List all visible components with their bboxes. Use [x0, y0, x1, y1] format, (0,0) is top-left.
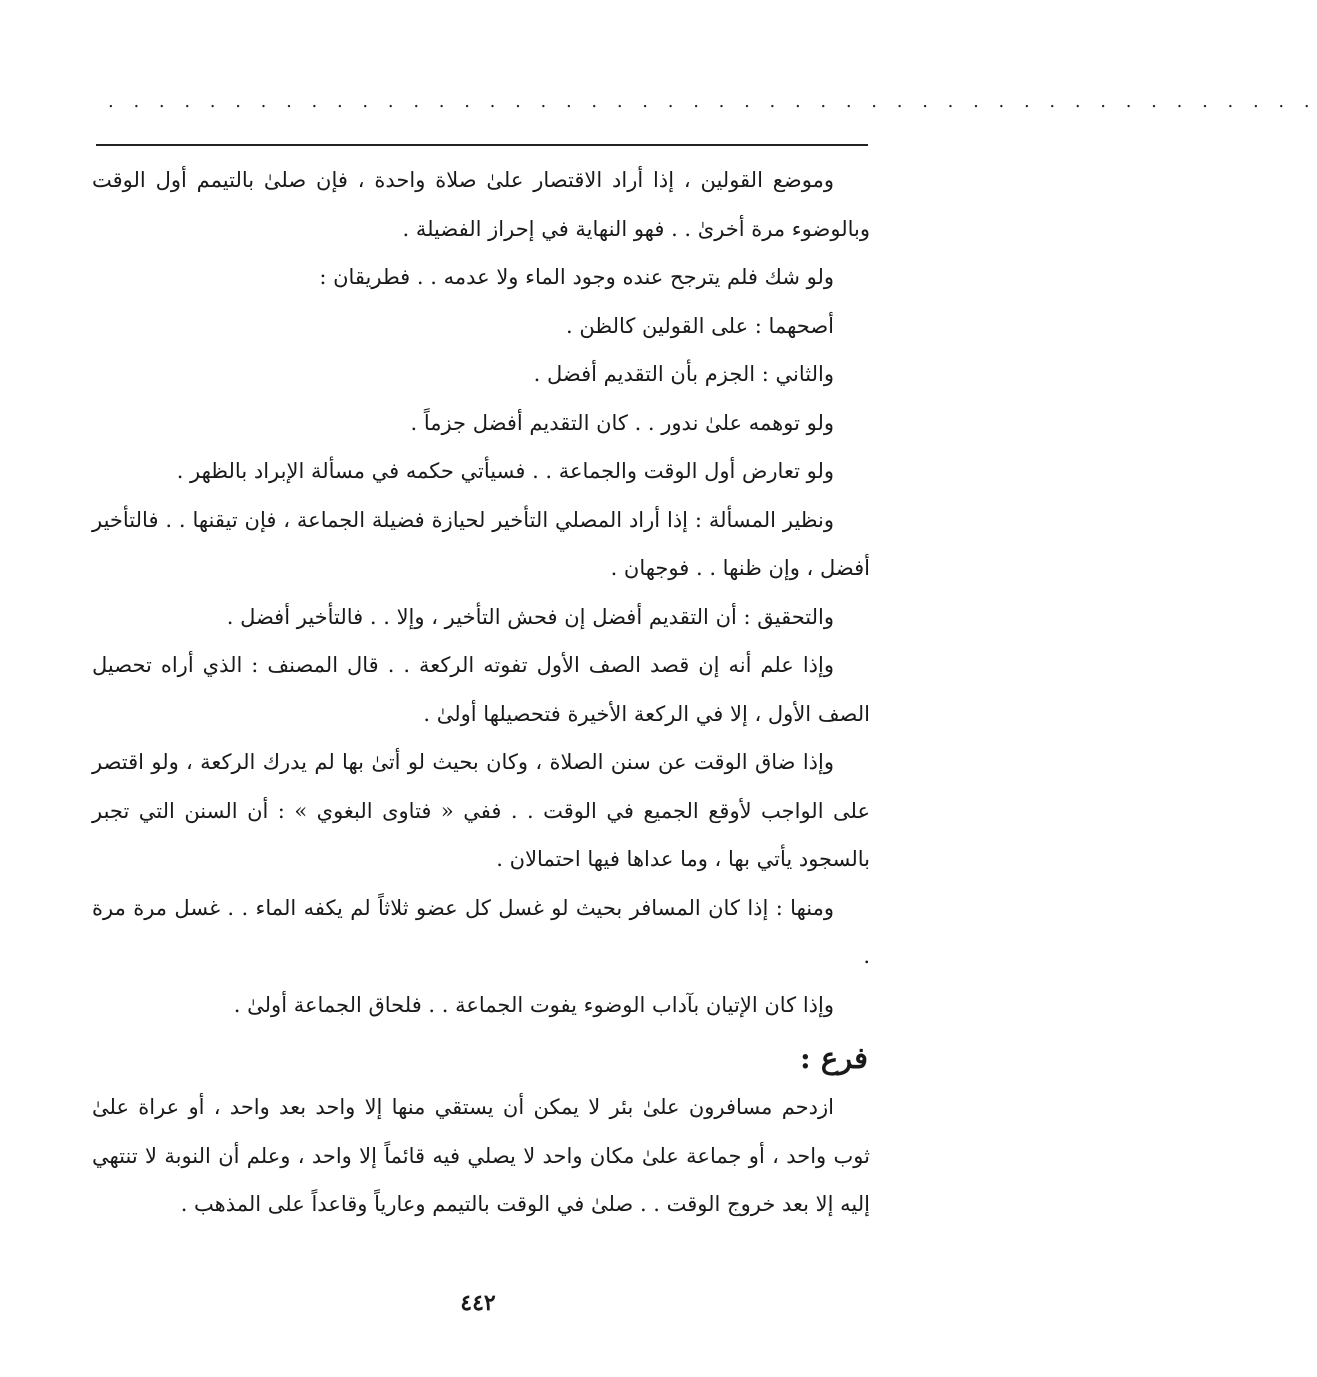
paragraph: وموضع القولين ، إذا أراد الاقتصار علىٰ صلاة واحدة ، فإن صلىٰ بالتيمم أول الوقت وبالوضوء مرة أخرىٰ . . فهو النهاية في إحراز الفضيلة . — [92, 168, 870, 241]
section-heading: فرع : — [800, 1041, 868, 1075]
header-dotted-line: . . . . . . . . . . . . . . . . . . . . . . . . . . . . . . . . . . . . . . . . . . . . . . . . — [108, 91, 1317, 112]
paragraph: ونظير المسألة : إذا أراد المصلي التأخير لحيازة فضيلة الجماعة ، فإن تيقنها . . فالتأخير أفضل ، وإن ظنها . . فوجهان . — [92, 507, 870, 580]
paragraph: أصحهما : على القولين كالظن . — [566, 313, 834, 338]
paragraph: وإذا علم أنه إن قصد الصف الأول تفوته الركعة . . قال المصنف : الذي أراه تحصيل الصف الأول ، إلا في الركعة الأخيرة فتحصيلها أولىٰ . — [92, 653, 870, 726]
paragraph: وإذا ضاق الوقت عن سنن الصلاة ، وكان بحيث لو أتىٰ بها لم يدرك الركعة ، ولو اقتصر على الواجب لأوقع الجميع في الوقت . . ففي « فتاوى البغوي » : أن السنن التي تجبر بالسجود يأتي بها ، وما عداها فيها احتمالان . — [92, 750, 870, 871]
paragraph: ولو توهمه علىٰ ندور . . كان التقديم أفضل جزماً . — [410, 410, 834, 435]
main-text — [92, 156, 870, 1029]
header-rule — [96, 144, 868, 146]
paragraph: والتحقيق : أن التقديم أفضل إن فحش التأخير ، وإلا . . فالتأخير أفضل . — [226, 604, 834, 629]
paragraph: ومنها : إذا كان المسافر بحيث لو غسل كل عضو ثلاثاً لم يكفه الماء . . غسل مرة مرة . — [92, 895, 870, 968]
page-number: ٤٤٢ — [460, 1290, 496, 1316]
paragraph: وإذا كان الإتيان بآداب الوضوء يفوت الجماعة . . فلحاق الجماعة أولىٰ . — [233, 992, 834, 1017]
section-body — [92, 1083, 870, 1229]
paragraph: ولو تعارض أول الوقت والجماعة . . فسيأتي حكمه في مسألة الإبراد بالظهر . — [176, 459, 834, 483]
paragraph: والثاني : الجزم بأن التقديم أفضل . — [533, 362, 834, 386]
paragraph: ازدحم مسافرون علىٰ بئر لا يمكن أن يستقي منها إلا واحد بعد واحد ، أو عراة علىٰ ثوب واحد ، أو جماعة علىٰ مكان واحد لا يصلي فيه قائماً إلا واحد ، وعلم أن النوبة لا تنتهي إليه إلا بعد خروج الوقت . . صلىٰ في الوقت بالتيمم وعارياً وقاعداً على المذهب . — [92, 1095, 870, 1216]
paragraph: ولو شك فلم يترجح عنده وجود الماء ولا عدمه . . فطريقان : — [319, 265, 834, 289]
